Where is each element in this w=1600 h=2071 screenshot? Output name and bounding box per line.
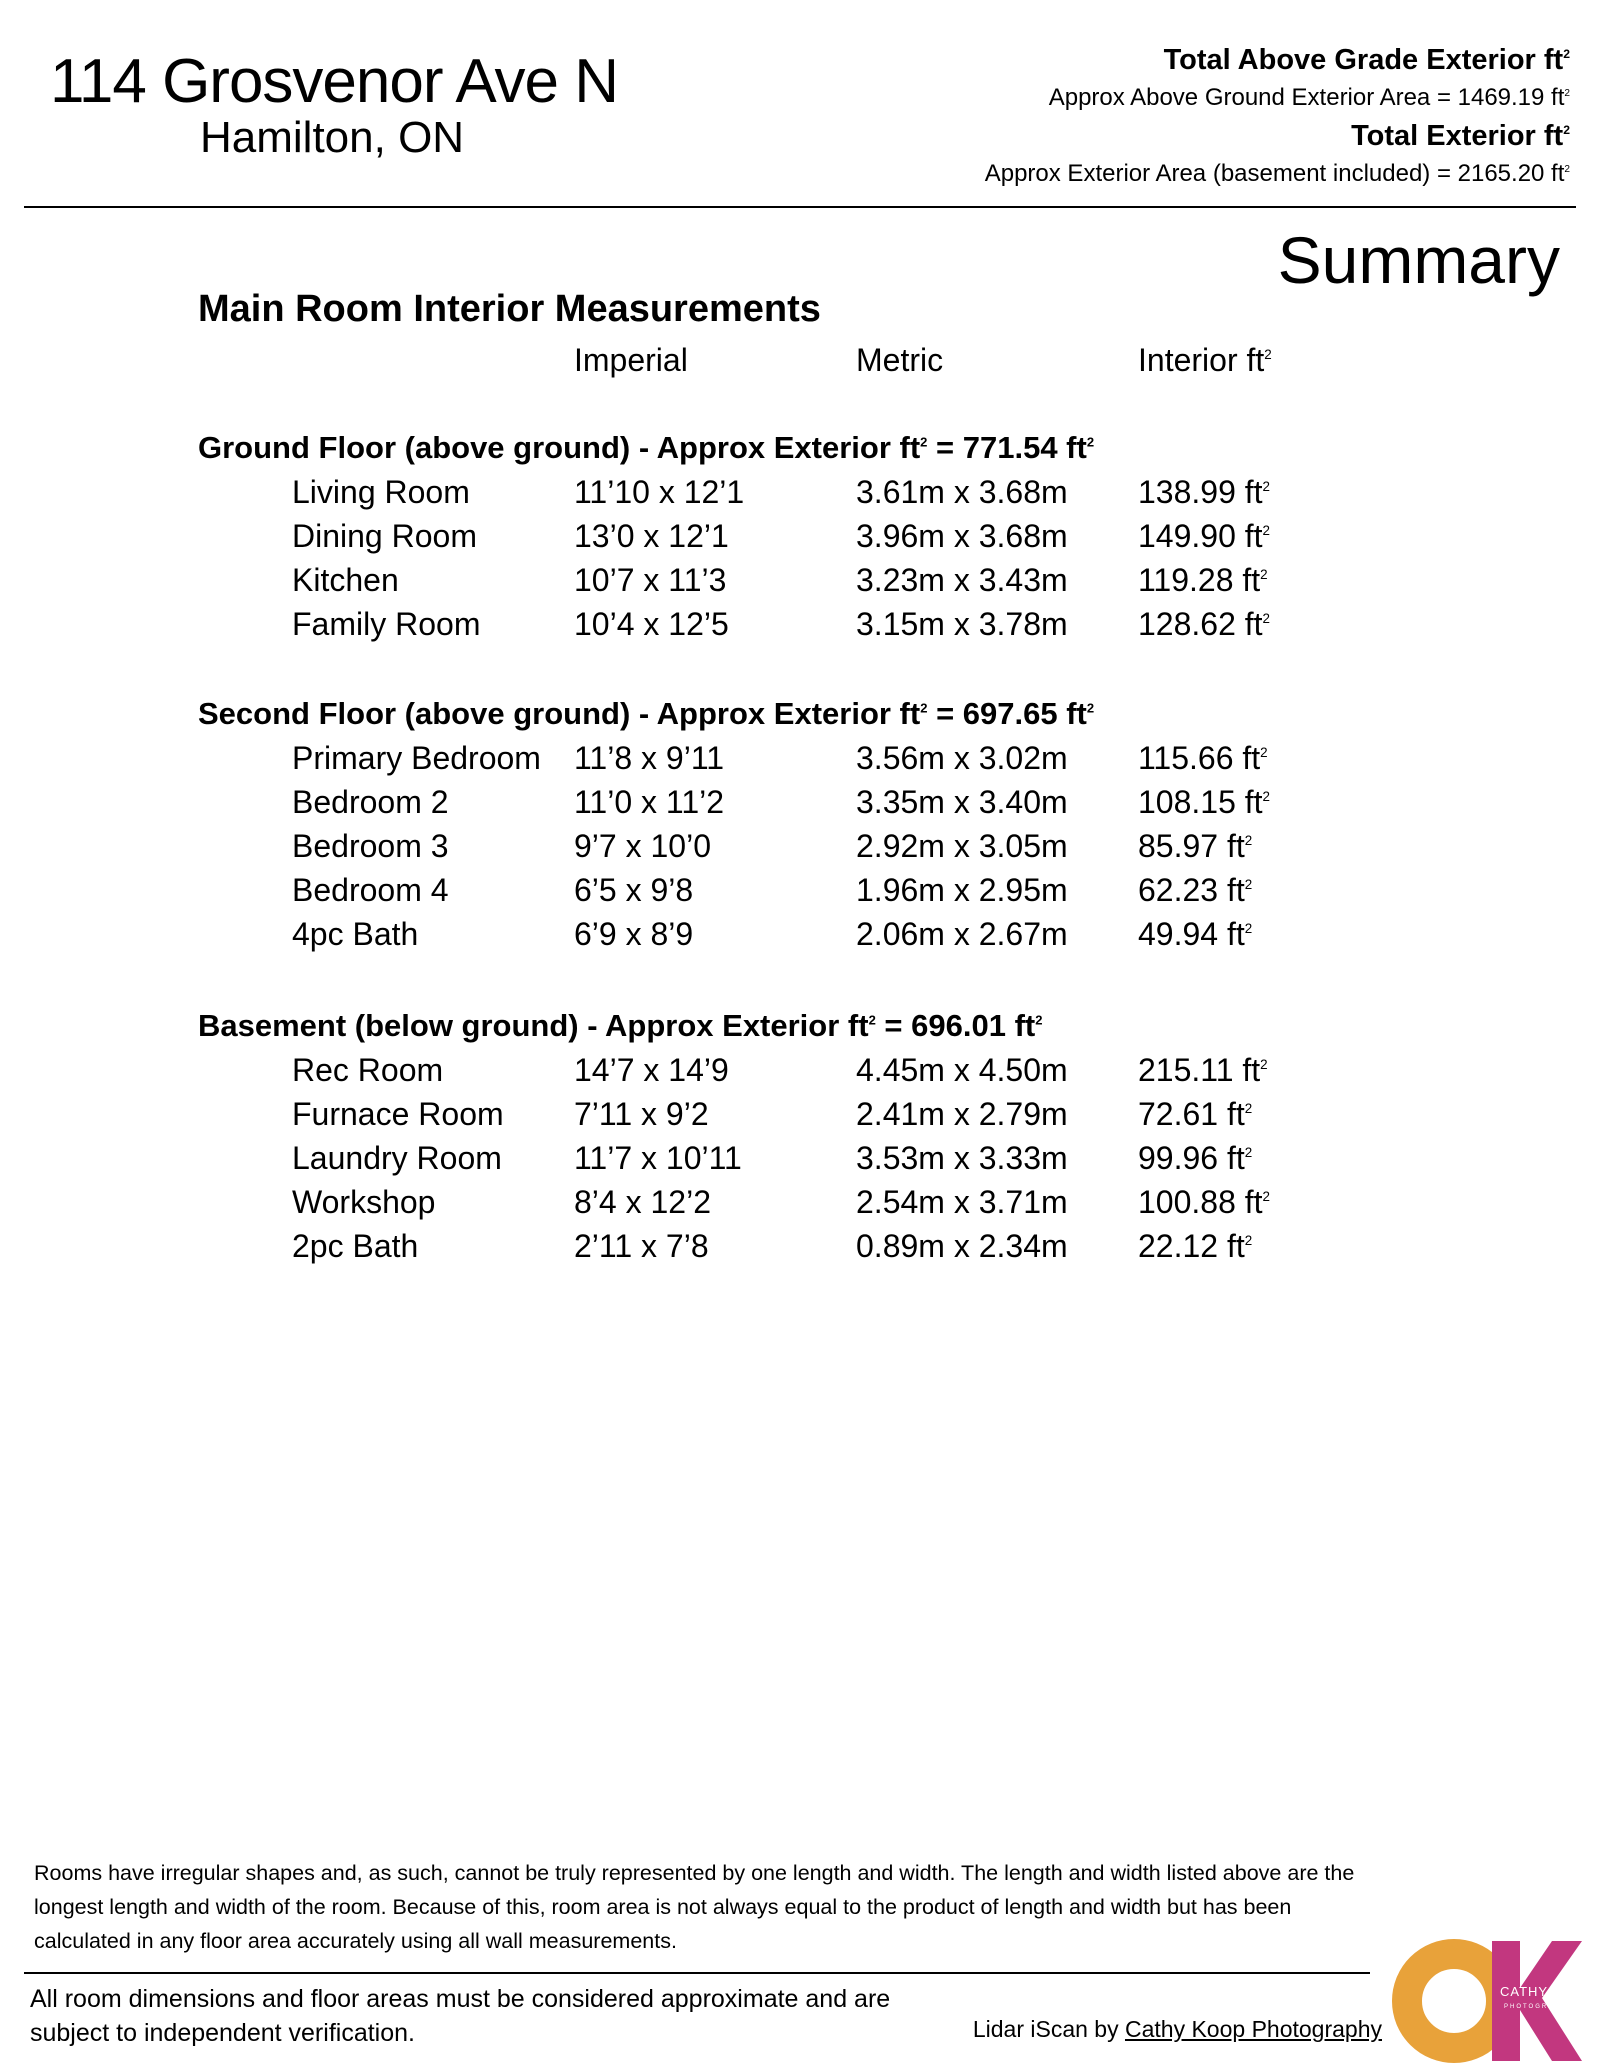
room-interior: 108.15 $ft^2$	[1138, 784, 1271, 820]
room-imperial: 11’7 x 10’11	[574, 1140, 742, 1176]
room-name: Laundry Room	[292, 1140, 502, 1176]
credit-line	[973, 2016, 1382, 2043]
total-exterior-title: Total Exterior $ft^2$	[1351, 120, 1570, 152]
room-interior: 22.12 $ft^2$	[1138, 1228, 1253, 1264]
above-grade-detail: Approx Above Ground Exterior Area = 1469.19 $ft^2$	[1048, 84, 1570, 111]
approximation-note: All room dimensions and floor areas must be considered approximate and are subject to independent verification.	[30, 1985, 891, 2047]
above-grade-title-text: Total Above Grade Exterior $ft^2$	[1163, 44, 1570, 76]
column-header-metric: Metric	[856, 342, 944, 378]
room-imperial: 7’11 x 9’2	[574, 1096, 709, 1132]
room-interior: 99.96 $ft^2$	[1138, 1140, 1253, 1176]
room-metric: 3.56m x 3.02m	[856, 740, 1068, 776]
logo-subtext: PHOTOGRAPHY	[1504, 2004, 1573, 2010]
room-name: Bedroom 2	[292, 784, 449, 820]
room-imperial: 13’0 x 12’1	[574, 518, 729, 554]
measurement-disclaimer: Rooms have irregular shapes and, as such, cannot be truly represented by one length and width. The length and width listed above are the longest length and width of the room. Because of this, room area is not always equal to the product of length and width but has been calculated in any floor area accurately using all wall measurements.	[34, 1861, 1355, 1953]
total-exterior-detail: Approx Exterior Area (basement included) = 2165.20 $ft^2$	[984, 160, 1570, 187]
section-heading-second-floor: Second Floor (above ground) - Approx Exterior $ft^2 = 697.65$ $ft^2$	[198, 696, 1095, 731]
room-metric: 0.89m x 2.34m	[856, 1228, 1068, 1264]
logo-k-shape	[1492, 1941, 1582, 2061]
room-imperial: 2’11 x 7’8	[574, 1228, 709, 1264]
room-name: Dining Room	[292, 518, 477, 554]
room-interior: 215.11 $ft^2$	[1138, 1052, 1268, 1088]
room-interior: 72.61 $ft^2$	[1138, 1096, 1253, 1132]
room-metric: 4.45m x 4.50m	[856, 1052, 1068, 1088]
room-metric: 3.23m x 3.43m	[856, 562, 1068, 598]
room-imperial: 6’5 x 9’8	[574, 872, 694, 908]
logo-o-shape	[1407, 1954, 1501, 2048]
room-name: Kitchen	[292, 562, 399, 598]
address-line-1: 114 Grosvenor Ave N	[50, 47, 619, 116]
room-interior: 115.66 $ft^2$	[1138, 740, 1268, 776]
room-name: Workshop	[292, 1184, 436, 1220]
credit-prefix: Lidar iScan by	[972, 2016, 1125, 2042]
room-metric: 3.35m x 3.40m	[856, 784, 1068, 820]
room-name: Bedroom 3	[292, 828, 449, 864]
room-metric: 2.92m x 3.05m	[856, 828, 1068, 864]
column-header-imperial: Imperial	[574, 342, 688, 378]
room-metric: 2.41m x 2.79m	[856, 1096, 1068, 1132]
column-header-interior: Interior $ft^2$	[1138, 342, 1272, 378]
section-heading-ground-floor: Ground Floor (above ground) - Approx Exterior $ft^2 = 771.54$ $ft^2$	[198, 430, 1095, 465]
section-heading-basement: Basement (below ground) - Approx Exterior $ft^2 = 696.01$ $ft^2$	[198, 1008, 1043, 1043]
room-imperial: 10’4 x 12’5	[574, 606, 729, 642]
room-metric: 3.61m x 3.68m	[856, 474, 1068, 510]
room-interior: 85.97 $ft^2$	[1138, 828, 1253, 864]
room-imperial: 11’10 x 12’1	[574, 474, 745, 510]
room-imperial: 11’0 x 11’2	[574, 784, 725, 820]
room-imperial: 10’7 x 11’3	[574, 562, 727, 598]
room-metric: 3.96m x 3.68m	[856, 518, 1068, 554]
summary-title: Summary	[1277, 223, 1560, 297]
footer-divider	[24, 1972, 1370, 1974]
room-interior: 62.23 $ft^2$	[1138, 872, 1253, 908]
room-imperial: 14’7 x 14’9	[574, 1052, 729, 1088]
room-metric: 2.06m x 2.67m	[856, 916, 1068, 952]
room-metric: 1.96m x 2.95m	[856, 872, 1068, 908]
logo-text: CATHY KOOP	[1500, 1984, 1595, 1999]
room-imperial: 8’4 x 12’2	[574, 1184, 711, 1220]
room-interior: 119.28 $ft^2$	[1138, 562, 1268, 598]
room-metric: 3.15m x 3.78m	[856, 606, 1068, 642]
cathy-koop-logo	[1392, 1936, 1595, 2066]
room-name: Furnace Room	[292, 1096, 504, 1132]
room-interior: 138.99 $ft^2$	[1138, 474, 1271, 510]
room-interior: 49.94 $ft^2$	[1138, 916, 1253, 952]
main-heading: Main Room Interior Measurements	[198, 288, 821, 330]
room-imperial: 11’8 x 9’11	[574, 740, 725, 776]
room-name: 4pc Bath	[292, 916, 419, 952]
room-name: 2pc Bath	[292, 1228, 419, 1264]
room-metric: 2.54m x 3.71m	[856, 1184, 1068, 1220]
room-name: Primary Bedroom	[292, 740, 541, 776]
room-interior: 128.62 $ft^2$	[1138, 606, 1271, 642]
room-metric: 3.53m x 3.33m	[856, 1140, 1068, 1176]
room-imperial: 6’9 x 8’9	[574, 916, 694, 952]
room-imperial: 9’7 x 10’0	[574, 828, 711, 864]
address-line-2: Hamilton, ON	[200, 113, 465, 162]
credit-link[interactable]: Cathy Koop Photography	[1124, 2016, 1382, 2042]
room-name: Bedroom 4	[292, 872, 449, 908]
above-grade-title	[1164, 44, 1570, 77]
room-name: Rec Room	[292, 1052, 444, 1088]
room-name: Family Room	[292, 606, 481, 642]
header-divider	[24, 206, 1576, 208]
room-name: Living Room	[292, 474, 470, 510]
room-interior: 149.90 $ft^2$	[1138, 518, 1271, 554]
room-interior: 100.88 $ft^2$	[1138, 1184, 1271, 1220]
